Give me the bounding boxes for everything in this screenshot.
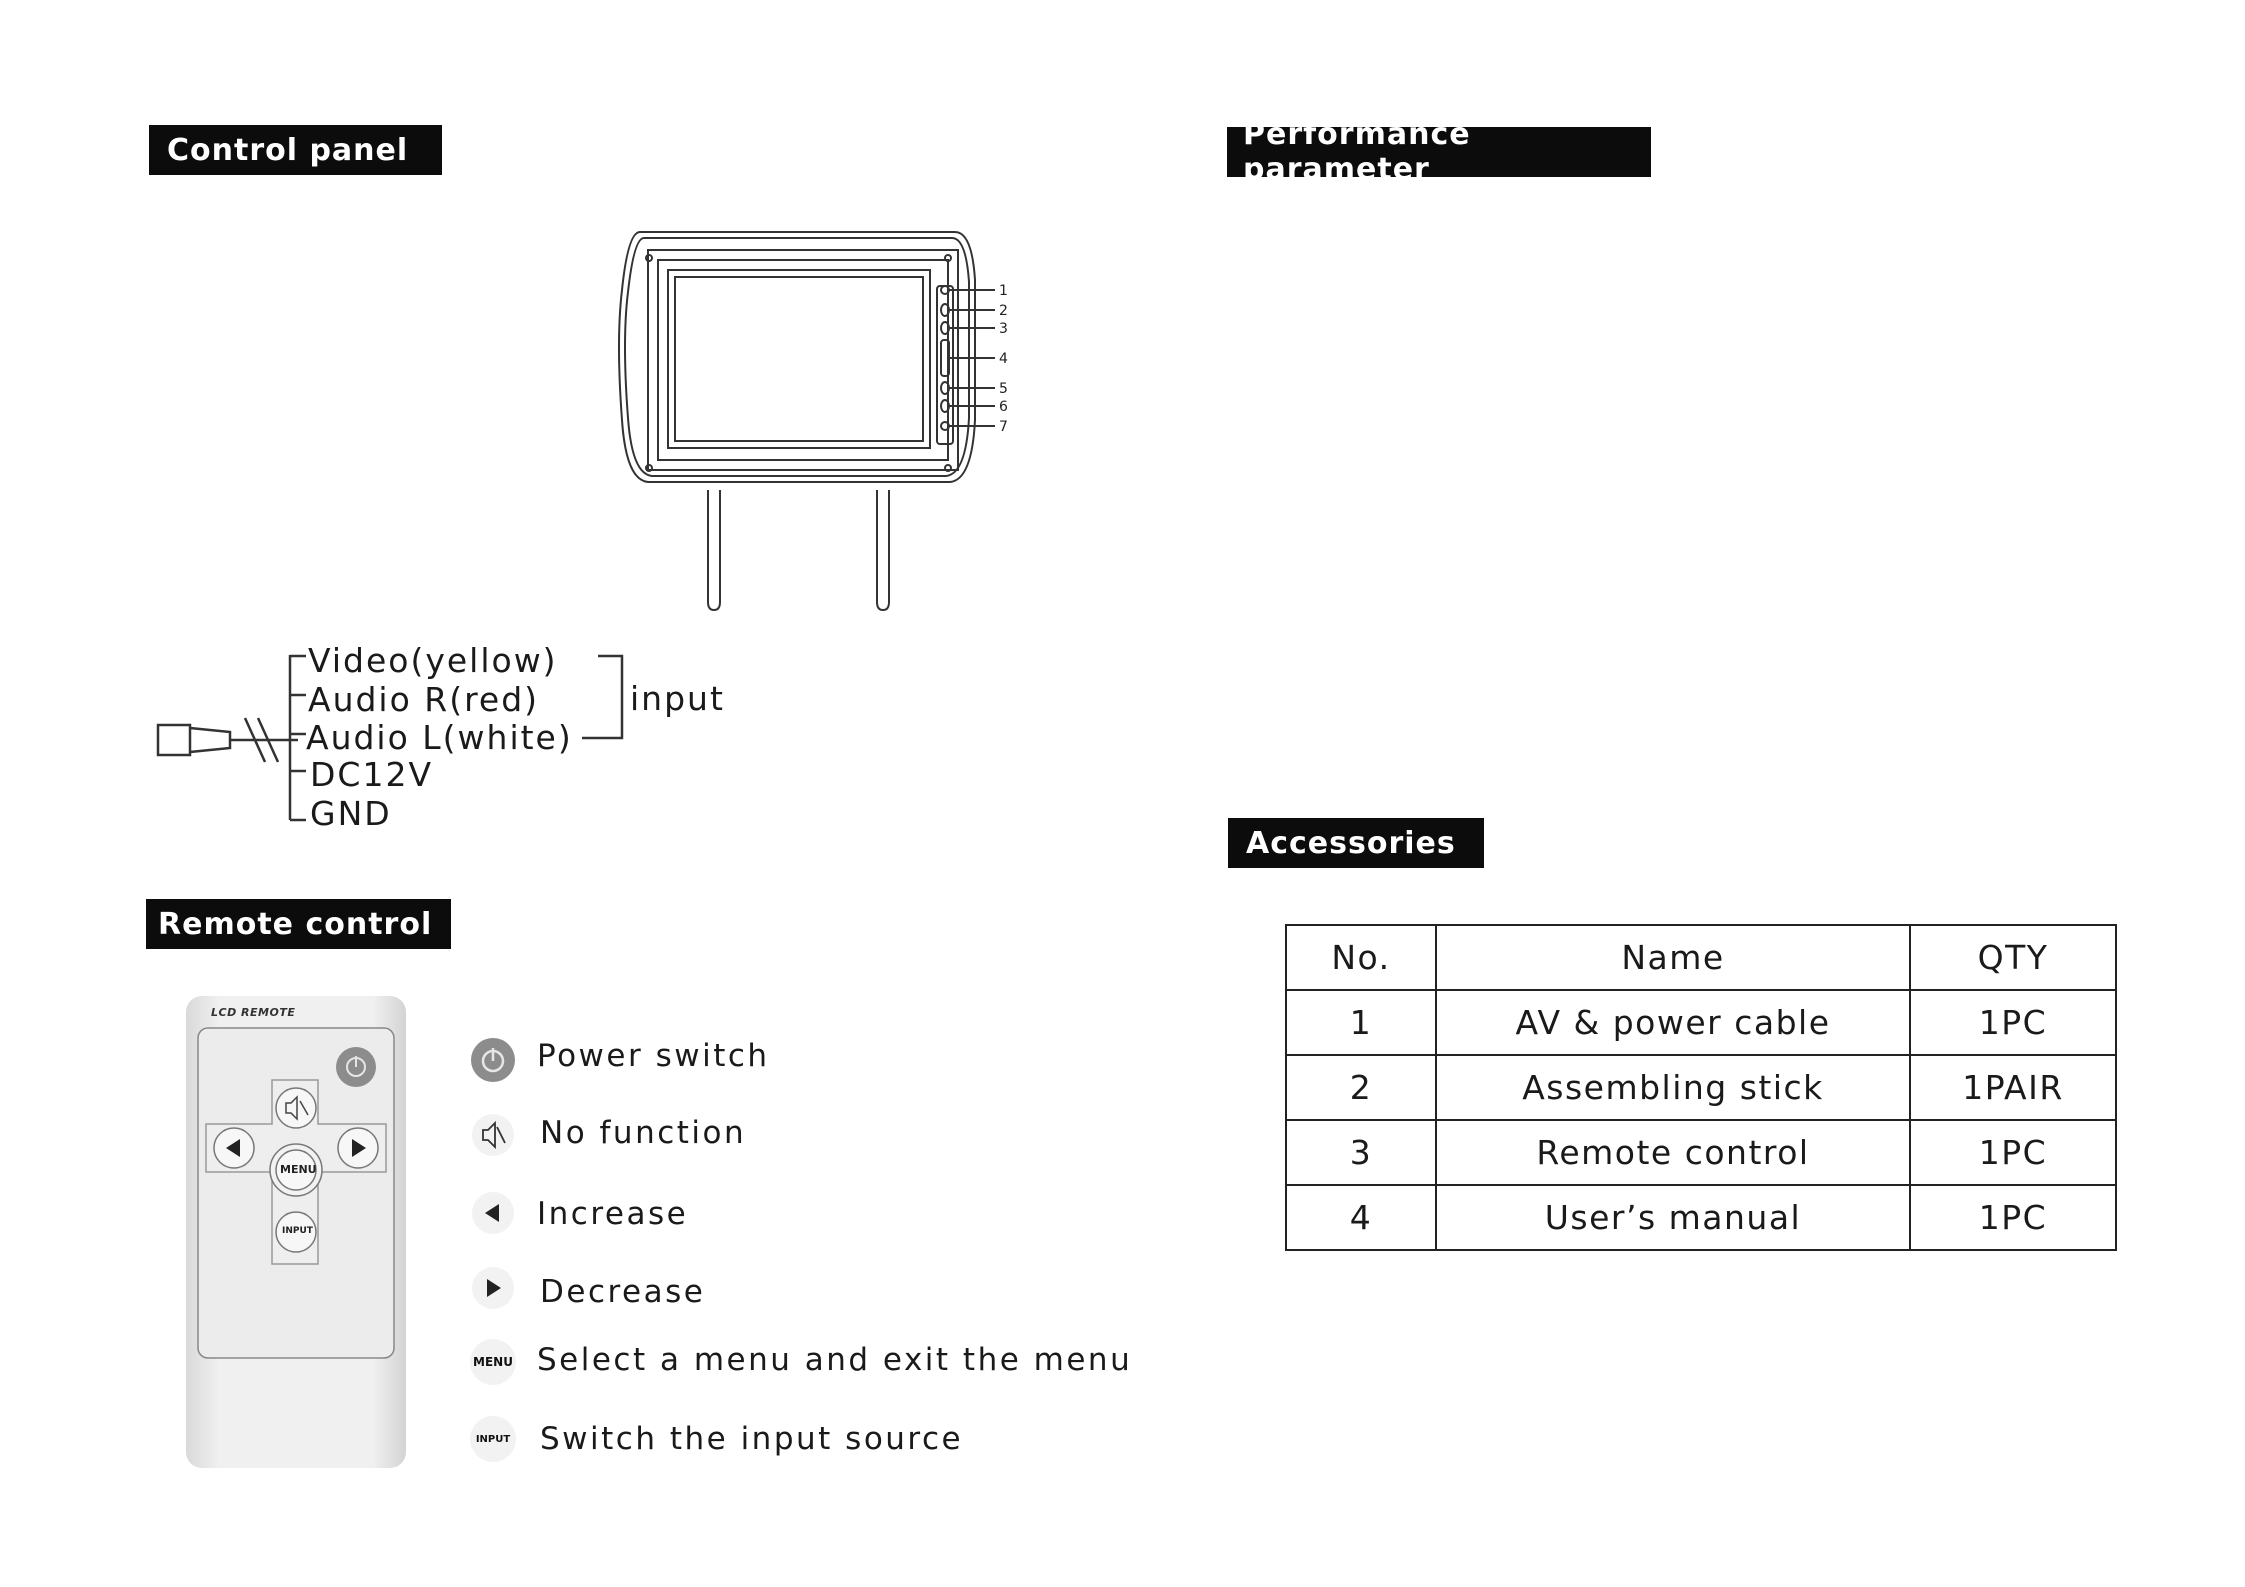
section-header-control-panel: Control panel [149,125,442,175]
legend-text-no-function: No function [540,1115,747,1151]
left-arrow-icon [470,1190,516,1236]
remote-menu-button-label: MENU [280,1163,317,1176]
connector-line-dc12v: DC12V [310,755,434,794]
column-header-name: Name [1436,925,1910,990]
power-icon [468,1035,518,1085]
legend-text-increase: Increase [537,1196,689,1232]
table-row [1286,1055,2116,1120]
callout-7: 7 [999,419,1008,435]
column-header-no: No. [1286,925,1436,990]
monitor-diagram [600,220,1040,620]
cell-no: 4 [1286,1185,1436,1250]
cell-no: 3 [1286,1120,1436,1185]
connector-line-video: Video(yellow) [308,641,558,680]
section-header-remote-control: Remote control [146,899,451,949]
menu-icon-label: MENU [473,1355,513,1369]
table-header-row [1286,925,2116,990]
callout-6: 6 [999,399,1008,415]
table-row [1286,990,2116,1055]
column-header-qty: QTY [1910,925,2116,990]
section-header-performance-parameter: Performance parameter [1227,127,1651,177]
callout-2: 2 [999,303,1008,319]
remote-input-button-label: INPUT [282,1226,313,1236]
cell-no: 2 [1286,1055,1436,1120]
legend-text-power-switch: Power switch [537,1038,770,1074]
connector-line-audio-r: Audio R(red) [308,680,540,719]
input-icon-label: INPUT [475,1433,511,1445]
menu-icon [470,1339,516,1385]
cell-qty: 1PC [1910,1120,2116,1185]
input-icon [470,1416,516,1462]
right-arrow-icon [470,1265,516,1311]
mute-icon [470,1112,516,1158]
cell-qty: 1PC [1910,990,2116,1055]
cell-no: 1 [1286,990,1436,1055]
legend-text-input: Switch the input source [540,1421,964,1457]
accessories-table [1285,924,2117,1251]
callout-3: 3 [999,321,1008,337]
connector-line-gnd: GND [310,794,392,833]
connector-line-audio-l: Audio L(white) [306,718,573,757]
legend-text-decrease: Decrease [540,1274,706,1310]
callout-1: 1 [999,283,1008,299]
cell-name: User’s manual [1436,1185,1910,1250]
section-header-accessories: Accessories [1228,818,1484,868]
cell-qty: 1PAIR [1910,1055,2116,1120]
cell-name: Assembling stick [1436,1055,1910,1120]
callout-4: 4 [999,351,1008,367]
remote-brand-label: LCD REMOTE [211,1006,296,1019]
callout-5: 5 [999,381,1008,397]
table-row [1286,1120,2116,1185]
cell-name: Remote control [1436,1120,1910,1185]
connector-input-label: input [630,679,725,718]
cell-name: AV & power cable [1436,990,1910,1055]
cell-qty: 1PC [1910,1185,2116,1250]
legend-text-menu: Select a menu and exit the menu [537,1342,1133,1378]
table-row [1286,1185,2116,1250]
